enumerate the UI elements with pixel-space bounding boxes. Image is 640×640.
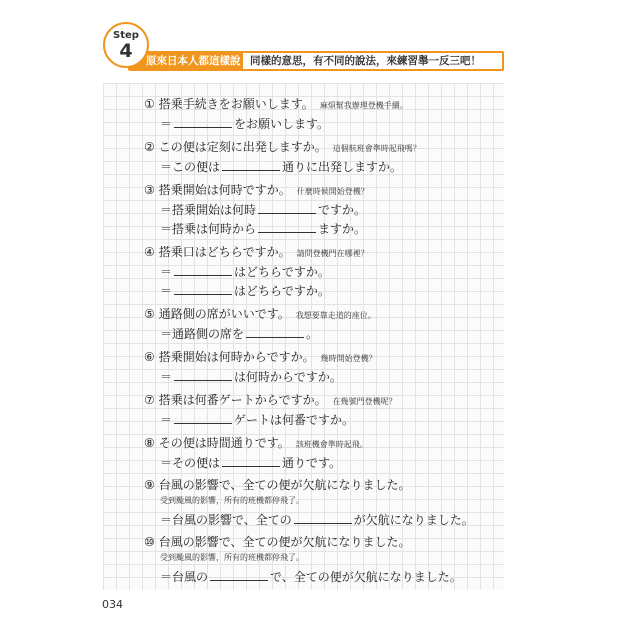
item-number: ⑨ — [144, 478, 155, 492]
item-number: ② — [144, 140, 155, 154]
item-number: ① — [144, 97, 155, 111]
item-number: ⑦ — [144, 393, 155, 407]
item-number: ⑥ — [144, 350, 155, 364]
section-title: 原來日本人都這樣說 — [130, 53, 243, 69]
exercise-item-8 — [144, 436, 368, 469]
answer-blank[interactable] — [174, 264, 232, 276]
section-header — [128, 51, 504, 71]
answer-prefix: ＝搭乗は何時から — [160, 222, 257, 236]
answer-suffix: が欠航になりました。 — [353, 513, 474, 527]
answer-blank[interactable] — [294, 512, 352, 524]
answer-prefix: ＝台風の — [160, 570, 209, 584]
page-number: 034 — [102, 598, 123, 611]
answer-suffix: 。 — [306, 327, 319, 341]
answer-blank[interactable] — [210, 569, 268, 581]
item-number: ⑧ — [144, 436, 155, 450]
exercise-item-7 — [144, 393, 397, 426]
item-translation: 請問登機門在哪裡？ — [296, 249, 369, 258]
item-sentence: 搭乗は何番ゲートからですか。 — [158, 393, 327, 407]
answer-suffix: はどちらですか。 — [234, 284, 330, 298]
item-sentence: 通路側の席がいいです。 — [158, 307, 290, 321]
answer-prefix: ＝ — [160, 370, 173, 384]
item-sentence: 搭乗口はどちらですか。 — [158, 245, 291, 259]
item-number: ⑩ — [144, 535, 155, 549]
answer-blank[interactable] — [222, 159, 280, 171]
item-sentence: 搭乗開始は何時ですか。 — [158, 183, 291, 197]
item-translation: 在幾號門登機呢？ — [332, 397, 397, 406]
answer-suffix: 通りに出発しますか。 — [282, 160, 403, 174]
item-translation: 什麼時候開始登機？ — [296, 187, 369, 196]
answer-suffix: をお願いします。 — [234, 117, 330, 131]
answer-blank[interactable] — [258, 202, 316, 214]
answer-prefix: ＝搭乗開始は何時 — [160, 203, 257, 217]
item-translation: 麻煩幫我辦理登機手續。 — [319, 101, 408, 110]
answer-suffix: ですか。 — [318, 203, 367, 217]
answer-prefix: ＝この便は — [160, 160, 221, 174]
item-number: ④ — [144, 245, 155, 259]
answer-blank[interactable] — [174, 412, 232, 424]
section-subtitle: 同樣的意思，有不同的說法，來練習舉一反三吧！ — [250, 55, 481, 67]
exercise-item-9 — [144, 478, 474, 526]
item-translation: 我想要靠走道的座位。 — [295, 311, 376, 320]
answer-suffix: ますか。 — [318, 222, 367, 236]
item-sentence: 台風の影響で、全ての便が欠航になりました。 — [158, 478, 411, 492]
answer-prefix: ＝ — [160, 117, 173, 131]
answer-blank[interactable] — [246, 326, 304, 338]
item-number: ③ — [144, 183, 155, 197]
answer-prefix: ＝ — [160, 413, 173, 427]
exercise-item-5 — [144, 307, 376, 340]
item-translation: 受到颱風的影響，所有的班機都停飛了。 — [160, 553, 304, 562]
answer-suffix: は何時からですか。 — [234, 370, 342, 384]
answer-blank[interactable] — [174, 369, 232, 381]
exercise-item-6 — [144, 350, 377, 383]
step-word: Step — [113, 30, 139, 41]
answer-blank[interactable] — [222, 455, 280, 467]
item-translation: 這個航班會準時起飛嗎？ — [332, 144, 421, 153]
answer-prefix: ＝通路側の席を — [160, 327, 245, 341]
item-sentence: 台風の影響で、全ての便が欠航になりました。 — [158, 535, 411, 549]
exercise-item-2 — [144, 140, 421, 173]
answer-suffix: で、全ての便が欠航になりました。 — [270, 570, 462, 584]
item-number: ⑤ — [144, 307, 155, 321]
exercise-item-1 — [144, 97, 408, 130]
item-translation: 該班機會準時起飛。 — [295, 440, 368, 449]
answer-blank[interactable] — [174, 116, 232, 128]
answer-prefix: ＝台風の影響で、全ての — [160, 513, 292, 527]
step-badge — [103, 22, 149, 68]
answer-blank[interactable] — [174, 283, 232, 295]
answer-suffix: 通りです。 — [282, 456, 342, 470]
item-sentence: その便は時間通りです。 — [158, 436, 290, 450]
exercise-item-4 — [144, 245, 369, 297]
exercise-item-10 — [144, 535, 462, 583]
answer-blank[interactable] — [258, 221, 316, 233]
item-translation: 受到颱風的影響，所有的班機都停飛了。 — [160, 496, 304, 505]
item-translation: 幾時開始登機？ — [320, 354, 377, 363]
exercise-item-3 — [144, 183, 369, 235]
answer-suffix: はどちらですか。 — [234, 265, 330, 279]
step-number: 4 — [119, 40, 133, 62]
answer-prefix: ＝ — [160, 284, 173, 298]
answer-prefix: ＝その便は — [160, 456, 221, 470]
answer-prefix: ＝ — [160, 265, 173, 279]
item-sentence: 搭乗開始は何時からですか。 — [158, 350, 315, 364]
item-sentence: この便は定刻に出発しますか。 — [158, 140, 327, 154]
item-sentence: 搭乗手続きをお願いします。 — [158, 97, 314, 111]
answer-suffix: ゲートは何番ですか。 — [234, 413, 355, 427]
